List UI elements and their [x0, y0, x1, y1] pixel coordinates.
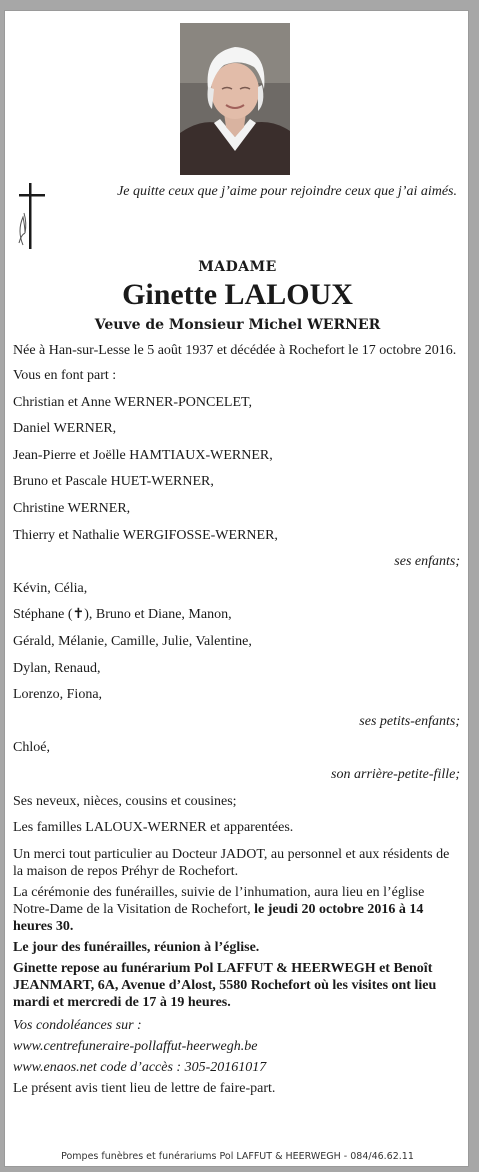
- condolences-intro: Vos condoléances sur :: [13, 1017, 142, 1033]
- family-line: Christian et Anne WERNER-PONCELET,: [13, 394, 253, 410]
- honorific: MADAME: [198, 259, 277, 275]
- widow-of: Veuve de Monsieur Michel WERNER: [94, 317, 381, 333]
- children-label: ses enfants;: [394, 554, 460, 570]
- obituary-body: [13, 342, 460, 1100]
- family-line: Kévin, Célia,: [13, 580, 88, 596]
- family-line: Daniel WERNER,: [13, 421, 117, 437]
- ceremony-text: [13, 884, 460, 935]
- funeral-home-text: Ginette repose au funérarium Pol LAFFUT & HEERWEGH et Benoît JEANMART, 6A, Avenue d’Alost, 5580 Rochefort où les visites ont lieu mardi et mercredi de 17 à 19 heures.: [13, 960, 437, 1010]
- condolences-site-link[interactable]: www.centrefuneraire-pollaffut-heerwegh.be: [13, 1038, 258, 1054]
- family-line: Jean-Pierre et Joëlle HAMTIAUX-WERNER,: [13, 447, 273, 463]
- meeting-text: Le jour des funérailles, réunion à l’église.: [13, 939, 260, 955]
- footer-credit: Pompes funèbres et funérariums Pol LAFFUT & HEERWEGH - 084/46.62.11: [61, 1151, 414, 1162]
- ceremony-date: le jeudi 20 octobre 2016 à 14 heures 30.: [13, 901, 424, 934]
- family-line: Christine WERNER,: [13, 500, 131, 516]
- thanks-text: Un merci tout particulier au Docteur JADOT, au personnel et aux résidents de la maison de repos Préhyr de Rochefort.: [13, 846, 450, 879]
- relatives-text: Ses neveux, nièces, cousins et cousines;: [13, 793, 237, 809]
- birth-death-text: Née à Han-sur-Lesse le 5 août 1937 et décédée à Rochefort le 17 octobre 2016.: [13, 343, 457, 358]
- family-line: Dylan, Renaud,: [13, 660, 101, 676]
- cross-icon: [13, 183, 47, 249]
- portrait-photo: [180, 23, 290, 175]
- family-line: Stéphane (✝), Bruno et Diane, Manon,: [13, 607, 232, 623]
- notice-text: Le présent avis tient lieu de lettre de faire-part.: [13, 1080, 276, 1096]
- family-line: Lorenzo, Fiona,: [13, 687, 103, 703]
- great-grandchildren-label: son arrière-petite-fille;: [331, 766, 460, 782]
- families-text: Les familles LALOUX-WERNER et apparentées.: [13, 820, 294, 836]
- family-line: Chloé,: [13, 740, 50, 756]
- condolences-access-code: www.enaos.net code d’accès : 305-20161017: [13, 1059, 267, 1075]
- epitaph-quote: Je quitte ceux que j’aime pour rejoindre ceux que j’ai aimés.: [117, 184, 457, 199]
- family-line: Thierry et Nathalie WERGIFOSSE-WERNER,: [13, 527, 278, 543]
- obituary-page: [4, 10, 469, 1167]
- ceremony-location: La cérémonie des funérailles, suivie de l’inhumation, aura lieu en l’église Notre-Dame de la Visitation de Rochefort,: [13, 884, 425, 917]
- family-line: Bruno et Pascale HUET-WERNER,: [13, 474, 214, 490]
- announcers-intro: Vous en font part :: [13, 368, 117, 383]
- deceased-name: Ginette LALOUX: [122, 278, 353, 311]
- grandchildren-label: ses petits-enfants;: [359, 713, 460, 729]
- family-line: Gérald, Mélanie, Camille, Julie, Valentine,: [13, 633, 252, 649]
